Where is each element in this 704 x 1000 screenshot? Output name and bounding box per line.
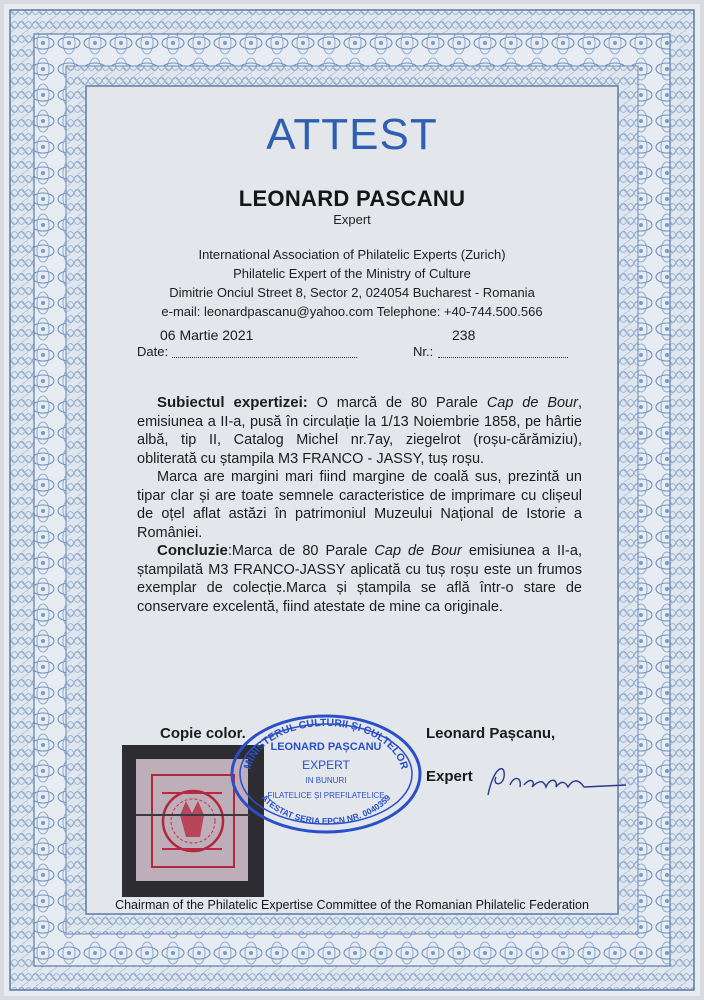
conclusion-paragraph	[137, 542, 582, 616]
date-line	[172, 357, 357, 358]
expert-name: LEONARD PASCANU	[238, 186, 466, 211]
conclusion-label: Concluzie	[157, 542, 228, 559]
subject-label: Subiectul expertizei:	[157, 394, 308, 411]
document-title: ATTEST	[266, 110, 438, 159]
nr-line	[438, 357, 568, 358]
expert-label: Expert	[426, 768, 473, 785]
org-line-1: International Association of Philatelic Experts (Zurich)	[198, 247, 506, 262]
certificate-body	[137, 394, 582, 616]
official-stamp	[228, 712, 424, 836]
subject-paragraph	[137, 394, 582, 468]
org-line-3: Dimitrie Onciul Street 8, Sector 2, 024054 Bucharest - Romania	[169, 285, 535, 300]
conclusion-text-2: emisiunea a II-a, ștampilată M3 FRANCO-JASSY aplicată cu tuș roșu este un frumos exemplar de colecție.Marca și ștampila se află într-o stare de conservare excelentă, fiind atestate de mine ca originale.	[137, 543, 582, 615]
signer-name: Leonard Pașcanu,	[426, 725, 556, 742]
org-line-2: Philatelic Expert of the Ministry of Culture	[233, 266, 471, 281]
date-label: Date:	[137, 344, 169, 359]
stamp-line-3: IN BUNURI	[305, 776, 347, 785]
stamp-top-arc: MINISTERUL CULTURII ȘI CULTELOR	[241, 716, 411, 771]
stamp-line-4: FILATELICE ȘI PREFILATELICE	[267, 791, 385, 800]
footer-chairman: Chairman of the Philatelic Expertise Committee of the Romanian Philatelic Federation	[115, 898, 589, 912]
subject-text-2: , emisiunea a II-a, pusă în circulație la 1/13 Noiembrie 1858, pe hârtie albă, tip II, Catalog Michel nr.7ay, ziegelrot (roșu-cărămiziu), obliterată cu ștampila M3 FRANCO - JASSY, tuș roșu.	[137, 395, 582, 467]
stamp-bottom-arc: ATESTAT SERIA EPCN NR. 0040359	[259, 792, 393, 827]
subject-italic: Cap de Bour	[486, 395, 578, 411]
stamp-line-1: LEONARD PAȘCANU	[270, 741, 382, 753]
stamp-line-2: EXPERT	[302, 758, 350, 772]
conclusion-italic: Cap de Bour	[374, 543, 462, 559]
org-line-4: e-mail: leonardpascanu@yahoo.com Telephone: +40-744.500.566	[161, 304, 543, 319]
handwritten-signature	[480, 755, 630, 805]
conclusion-text-1: :Marca de 80 Parale	[227, 543, 375, 559]
description-paragraph: Marca are margini mari fiind margine de coală sus, prezintă un tipar clar și are toate semnele caracteristice de imprimare cu clișeul de oțel aflat astăzi în patrimoniul Muzeului Național de Istorie a României.	[137, 469, 582, 541]
copie-label: Copie color.	[160, 725, 246, 742]
expert-role: Expert	[333, 212, 371, 227]
nr-value: 238	[452, 327, 476, 343]
date-value: 06 Martie 2021	[160, 327, 254, 343]
subject-text-1: O marcă de 80 Parale	[307, 395, 487, 411]
nr-label: Nr.:	[413, 344, 434, 359]
